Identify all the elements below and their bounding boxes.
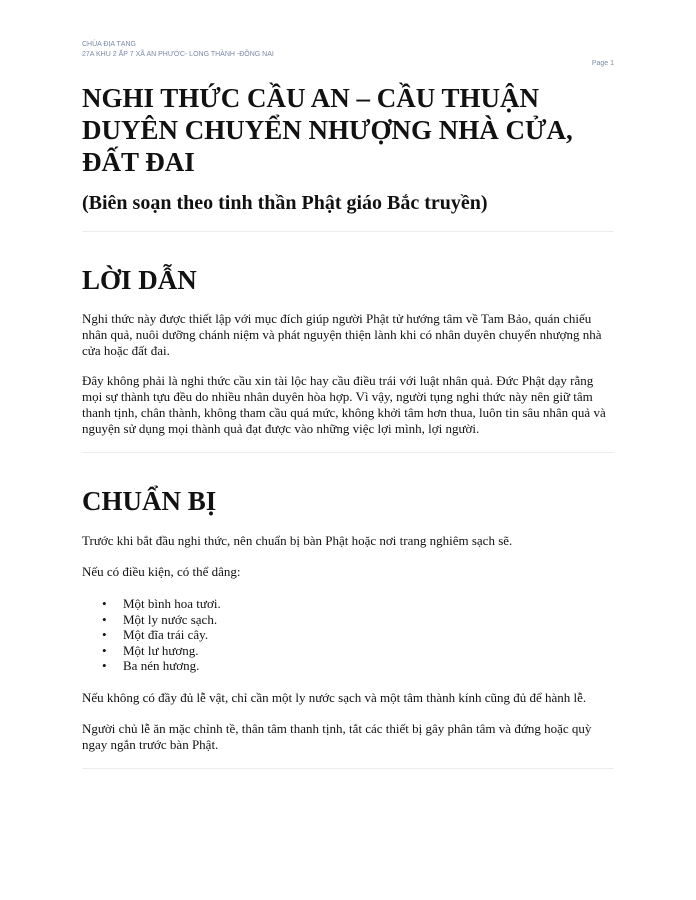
bullet-icon: • xyxy=(102,611,107,627)
intro-paragraph-1: Nghi thức này được thiết lập với mục đích giúp người Phật tử hướng tâm về Tam Bảo, quán chiếu nhân quả, nuôi dưỡng chánh niệm và phát nguyện thiện lành khi có nhân duyên chuyển nhượng nhà cửa hoặc đất đai. xyxy=(82,311,602,358)
list-item-text: Một đĩa trái cây. xyxy=(123,627,209,643)
section-divider xyxy=(82,768,614,769)
section-divider xyxy=(82,231,614,232)
document-title: NGHI THỨC CẦU AN – CẦU THUẬN DUYÊN CHUYỂN NHƯỢNG NHÀ CỬA, ĐẤT ĐAI xyxy=(82,83,573,177)
page-number: Page 1 xyxy=(591,60,614,67)
bullet-icon: • xyxy=(102,658,107,674)
list-item xyxy=(82,643,614,659)
section-divider xyxy=(82,452,614,453)
list-item xyxy=(82,612,614,628)
page-header-org xyxy=(82,40,274,60)
list-item-text: Một bình hoa tươi. xyxy=(123,596,221,611)
list-item-text: Một ly nước sạch. xyxy=(123,611,218,627)
prep-paragraph-4: Người chủ lễ ăn mặc chỉnh tề, thân tâm thanh tịnh, tắt các thiết bị gây phân tâm và đứng hoặc quỳ ngay ngắn trước bàn Phật. xyxy=(82,721,592,752)
bullet-icon: • xyxy=(102,642,107,658)
bullet-icon: • xyxy=(102,596,107,611)
intro-paragraph-2: Đây không phải là nghi thức cầu xin tài lộc hay cầu điều trái với luật nhân quả. Đức Phật dạy rằng mọi sự thành tựu đều do nhiều nhân duyên hòa hợp. Vì vậy, người tụng nghi thức này nên giữ tâm thanh tịnh, chân thành, không tham cầu quá mức, không khởi tâm hơn thua, luôn tin sâu nhân quả và nguyện sử dụng mọi thành quả đạt được vào những việc lợi mình, lợi người. xyxy=(82,373,606,436)
header-org-address: 27A KHU 2 ẤP 7 XÃ AN PHƯỚC- LONG THÀNH -ĐỒNG NAI xyxy=(82,51,274,58)
prep-paragraph-1: Trước khi bắt đầu nghi thức, nên chuẩn bị bàn Phật hoặc nơi trang nghiêm sạch sẽ. xyxy=(82,533,513,548)
list-item-text: Ba nén hương. xyxy=(123,658,200,674)
header-org-name: CHÙA ĐỊA TẠNG xyxy=(82,41,136,48)
list-item-text: Một lư hương. xyxy=(123,642,199,658)
list-item xyxy=(82,596,614,612)
document-subtitle: (Biên soạn theo tinh thần Phật giáo Bắc truyền) xyxy=(82,192,488,214)
bullet-icon: • xyxy=(102,627,107,643)
list-item xyxy=(82,627,614,643)
prep-paragraph-2: Nếu có điều kiện, có thể dâng: xyxy=(82,564,241,579)
prep-paragraph-3: Nếu không có đầy đủ lễ vật, chỉ cần một ly nước sạch và một tâm thành kính cũng đủ để hành lễ. xyxy=(82,690,587,705)
list-item xyxy=(82,658,614,674)
section-heading-prep: CHUẨN BỊ xyxy=(82,486,217,516)
section-heading-intro: LỜI DẪN xyxy=(82,265,197,295)
offerings-list xyxy=(82,596,614,674)
